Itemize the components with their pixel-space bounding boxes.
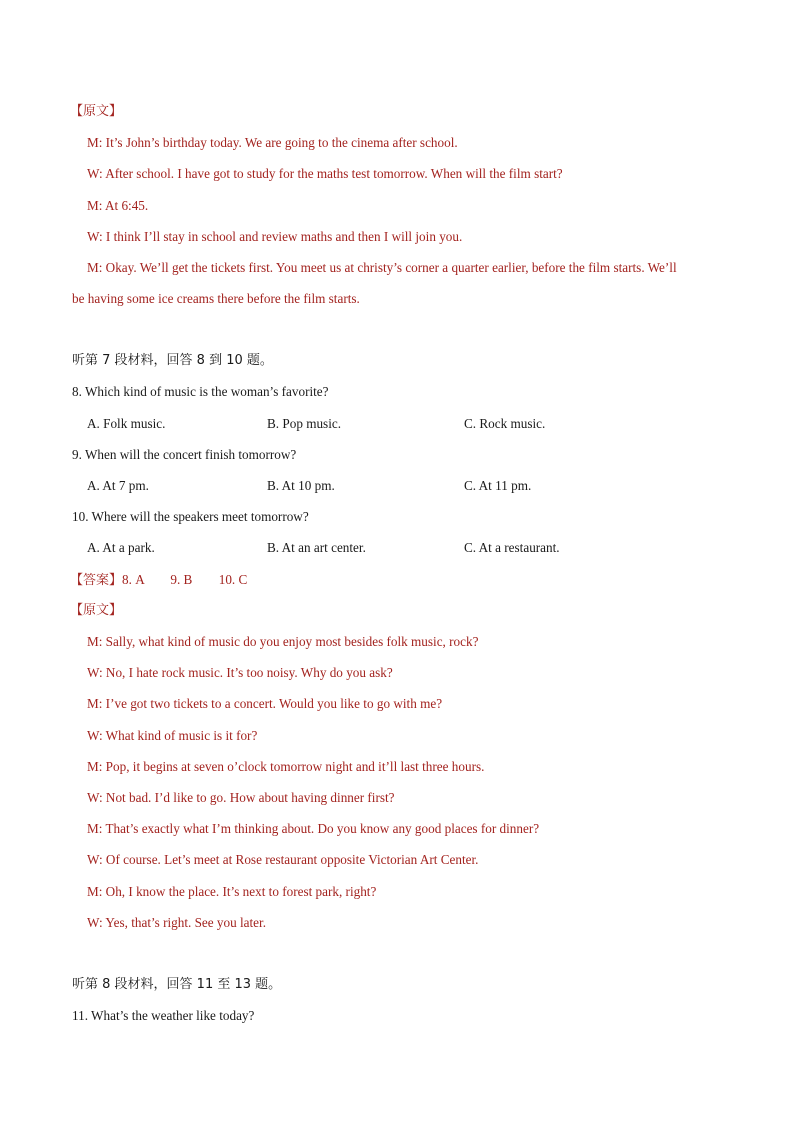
question-9: 9. When will the concert finish tomorrow? (72, 447, 297, 462)
option-c: C. At 11 pm. (464, 478, 532, 493)
dialogue-line: M: Sally, what kind of music do you enjoy most besides folk music, rock? (87, 634, 479, 649)
question-11: 11. What’s the weather like today? (72, 1008, 255, 1023)
option-a: A. At 7 pm. (87, 478, 149, 493)
answer-row (70, 571, 247, 590)
option-a: A. At a park. (87, 540, 155, 555)
dialogue-line: M: At 6:45. (87, 198, 149, 213)
original-text-heading: 【原文】 (70, 603, 123, 618)
dialogue-line: W: Of course. Let’s meet at Rose restaurant opposite Victorian Art Center. (87, 852, 479, 867)
section-instruction: 听第 7 段材料，回答 8 到 10 题。 (72, 353, 273, 368)
option-c: C. At a restaurant. (464, 540, 560, 555)
option-b: B. At 10 pm. (267, 478, 335, 493)
option-b: B. At an art center. (267, 540, 366, 555)
dialogue-line: M: It’s John’s birthday today. We are going to the cinema after school. (87, 135, 458, 150)
dialogue-line: W: No, I hate rock music. It’s too noisy. Why do you ask? (87, 665, 393, 680)
section-instruction: 听第 8 段材料，回答 11 至 13 题。 (72, 977, 282, 992)
dialogue-line: be having some ice creams there before the film starts. (72, 291, 360, 306)
dialogue-line: M: I’ve got two tickets to a concert. Would you like to go with me? (87, 696, 443, 711)
question-8: 8. Which kind of music is the woman’s favorite? (72, 384, 329, 399)
dialogue-line: W: What kind of music is it for? (87, 728, 258, 743)
answer-values: 8. A 9. B 10. C (122, 572, 248, 587)
option-c: C. Rock music. (464, 416, 546, 431)
original-text-heading: 【原文】 (70, 104, 123, 119)
answer-heading: 【答案】 (70, 573, 123, 588)
option-b: B. Pop music. (267, 416, 342, 431)
dialogue-line: M: That’s exactly what I’m thinking about. Do you know any good places for dinner? (87, 821, 540, 836)
dialogue-line: W: Not bad. I’d like to go. How about having dinner first? (87, 790, 395, 805)
dialogue-line: M: Okay. We’ll get the tickets first. You meet us at christy’s corner a quarter earlier, before the film starts. We’ll (87, 260, 677, 275)
option-a: A. Folk music. (87, 416, 166, 431)
question-10: 10. Where will the speakers meet tomorrow? (72, 509, 309, 524)
dialogue-line: W: I think I’ll stay in school and review maths and then I will join you. (87, 229, 463, 244)
dialogue-line: W: After school. I have got to study for the maths test tomorrow. When will the film start? (87, 166, 563, 181)
dialogue-line: W: Yes, that’s right. See you later. (87, 915, 266, 930)
dialogue-line: M: Pop, it begins at seven o’clock tomorrow night and it’ll last three hours. (87, 759, 485, 774)
dialogue-line: M: Oh, I know the place. It’s next to forest park, right? (87, 884, 377, 899)
